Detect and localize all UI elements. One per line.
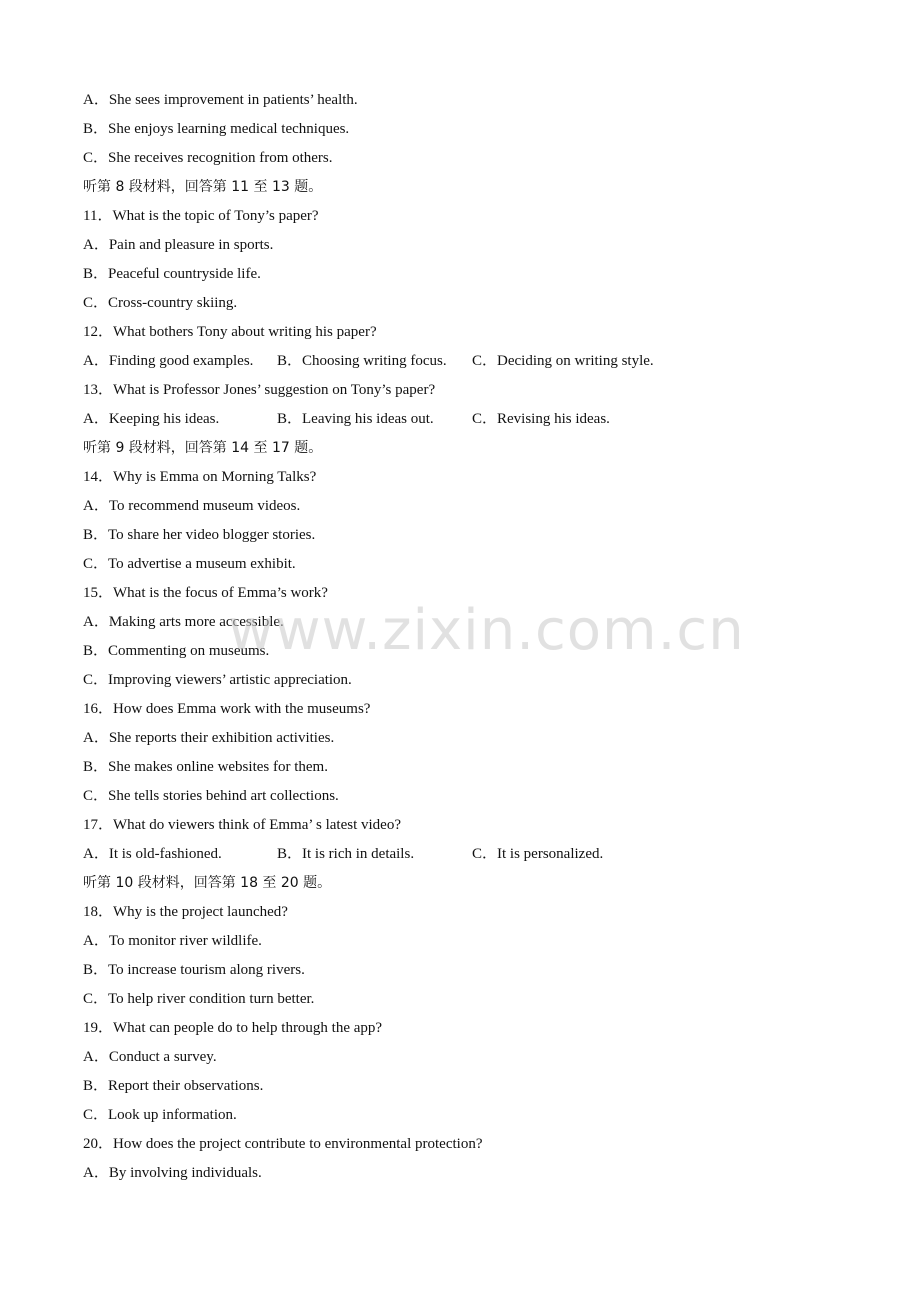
answer-option: C．To help river condition turn better. (83, 991, 315, 1007)
answer-option: B．To share her video blogger stories. (83, 527, 316, 543)
answer-option: A．Keeping his ideas. (83, 411, 220, 427)
answer-option: C．It is personalized. (472, 846, 604, 862)
question-text: 15．What is the focus of Emma’s work? (83, 585, 328, 601)
answer-option: B．She makes online websites for them. (83, 759, 328, 775)
answer-option: A．To monitor river wildlife. (83, 933, 262, 949)
listening-questions (83, 88, 843, 1190)
question-text: 20．How does the project contribute to environmental protection? (83, 1136, 483, 1152)
answer-option: B．Commenting on museums. (83, 643, 270, 659)
answer-option: B．To increase tourism along rivers. (83, 962, 305, 978)
question-text: 17．What do viewers think of Emma’ s latest video? (83, 817, 401, 833)
answer-option: B．Choosing writing focus. (277, 353, 447, 369)
question-text: 13．What is Professor Jones’ suggestion on Tony’s paper? (83, 382, 436, 398)
question-text: 12．What bothers Tony about writing his paper? (83, 324, 377, 340)
answer-option: B．Report their observations. (83, 1078, 264, 1094)
section-header: 听第 9 段材料，回答第 14 至 17 题。 (83, 440, 323, 456)
answer-option: C．She tells stories behind art collections. (83, 788, 339, 804)
answer-option: A．By involving individuals. (83, 1165, 262, 1181)
answer-option: B．She enjoys learning medical techniques. (83, 121, 350, 137)
answer-option: B．Leaving his ideas out. (277, 411, 434, 427)
answer-option: C．Revising his ideas. (472, 411, 610, 427)
question-text: 14．Why is Emma on Morning Talks? (83, 469, 317, 485)
answer-option: B．Peaceful countryside life. (83, 266, 261, 282)
section-header: 听第 8 段材料，回答第 11 至 13 题。 (83, 179, 323, 195)
question-text: 19．What can people do to help through the app? (83, 1020, 383, 1036)
answer-option: A．It is old-fashioned. (83, 846, 222, 862)
watermark: www.zixin.com.cn (228, 598, 745, 663)
answer-option: C．Deciding on writing style. (472, 353, 654, 369)
answer-option: A．She sees improvement in patients’ health. (83, 92, 358, 108)
answer-option: A．She reports their exhibition activities. (83, 730, 335, 746)
answer-option: C．Look up information. (83, 1107, 237, 1123)
option-row (83, 407, 843, 436)
option-row (83, 842, 843, 871)
answer-option: A．Conduct a survey. (83, 1049, 217, 1065)
answer-option: C．To advertise a museum exhibit. (83, 556, 296, 572)
question-text: 16．How does Emma work with the museums? (83, 701, 371, 717)
answer-option: A．Making arts more accessible. (83, 614, 284, 630)
answer-option: B．It is rich in details. (277, 846, 415, 862)
answer-option: C．She receives recognition from others. (83, 150, 333, 166)
answer-option: A．Pain and pleasure in sports. (83, 237, 274, 253)
question-text: 11．What is the topic of Tony’s paper? (83, 208, 319, 224)
answer-option: A．To recommend museum videos. (83, 498, 301, 514)
answer-option: C．Improving viewers’ artistic appreciation. (83, 672, 352, 688)
answer-option: A．Finding good examples. (83, 353, 254, 369)
answer-option: C．Cross-country skiing. (83, 295, 238, 311)
option-row (83, 349, 843, 378)
question-text: 18．Why is the project launched? (83, 904, 288, 920)
section-header: 听第 10 段材料，回答第 18 至 20 题。 (83, 875, 332, 891)
